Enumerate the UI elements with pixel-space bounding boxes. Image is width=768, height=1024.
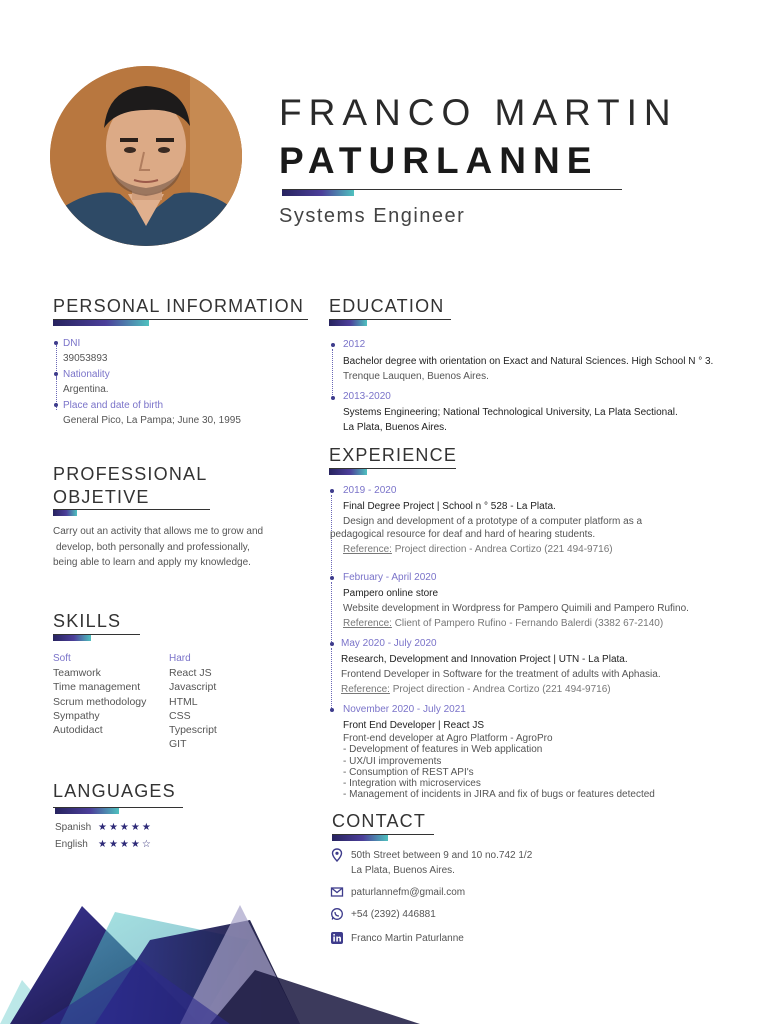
- experience-line: - Consumption of REST API's: [343, 766, 474, 778]
- objective-line: Carry out an activity that allows me to grow and: [53, 526, 264, 537]
- skill-item: Typescript: [169, 724, 217, 737]
- timeline-dot: [330, 642, 334, 646]
- objective-text: [53, 524, 278, 571]
- experience-desc: Frontend Developer in Software for the treatment of adults with Aphasia.: [341, 669, 661, 680]
- decorative-polygons: [0, 900, 420, 1024]
- education-degree: Systems Engineering; National Technological University, La Plata Sectional.: [343, 407, 678, 418]
- skill-item: Javascript: [169, 681, 217, 694]
- experience-line: - Development of features in Web application: [343, 744, 543, 756]
- timeline-dot: [54, 403, 58, 407]
- objective-line: being able to learn and apply my knowledge.: [53, 557, 251, 568]
- experience-accent: [329, 469, 367, 475]
- objective-accent: [53, 510, 77, 516]
- address-text: [351, 848, 532, 878]
- info-label: DNI: [63, 338, 81, 349]
- objective-heading-line1: PROFESSIONAL: [53, 464, 208, 484]
- experience-reference: [343, 616, 743, 632]
- first-name: FRANCO MARTIN: [279, 92, 678, 133]
- experience-heading: EXPERIENCE: [329, 445, 458, 465]
- personal-info-list: [54, 337, 304, 430]
- objective-line: develop, both personally and professionally,: [56, 541, 250, 553]
- education-location: La Plata, Buenos Aires.: [343, 422, 447, 433]
- skill-item: CSS: [169, 709, 191, 722]
- experience-reference: [341, 682, 741, 698]
- experience-date: February - April 2020: [343, 572, 437, 583]
- experience-date: 2019 - 2020: [343, 485, 397, 496]
- experience-date: November 2020 - July 2021: [343, 704, 466, 715]
- skill-item: React JS: [169, 667, 212, 679]
- reference-label: Reference:: [343, 544, 392, 555]
- email-link[interactable]: paturlannefm@gmail.com: [351, 887, 466, 898]
- info-value: 39053893: [63, 353, 108, 364]
- soft-skills-list: [53, 651, 146, 737]
- skills-heading: SKILLS: [53, 611, 122, 631]
- education-item: [330, 390, 750, 435]
- education-date: 2012: [343, 339, 366, 350]
- linkedin-name[interactable]: Franco Martin Paturlanne: [351, 933, 464, 944]
- timeline-line: [331, 582, 332, 642]
- reference-text: Project direction - Andrea Cortizo (221 494-9716): [391, 544, 613, 555]
- timeline-dot: [330, 576, 334, 580]
- experience-item: [341, 637, 741, 698]
- education-location: Trenque Lauquen, Buenos Aires.: [343, 371, 489, 382]
- skill-item: HTML: [169, 695, 198, 708]
- languages-accent: [55, 808, 119, 814]
- timeline-dot: [330, 708, 334, 712]
- experience-line: - Management of incidents in JIRA and fix of bugs or features detected: [343, 789, 655, 801]
- soft-skills-label: Soft: [53, 653, 71, 664]
- address-line: La Plata, Buenos Aires.: [351, 865, 455, 876]
- experience-line: Front-end developer at Agro Platform - AgroPro: [343, 733, 553, 744]
- location-pin-icon: [330, 848, 344, 862]
- experience-title: Final Degree Project | School n ° 528 - La Plata.: [343, 501, 556, 512]
- personal-info-heading: PERSONAL INFORMATION: [53, 296, 305, 316]
- info-value: General Pico, La Pampa; June 30, 1995: [63, 415, 241, 426]
- experience-date: May 2020 - July 2020: [341, 638, 437, 649]
- experience-title: Front End Developer | React JS: [343, 720, 484, 731]
- experience-desc: Design and development of a prototype of a computer platform as a: [343, 516, 643, 527]
- experience-item: [343, 703, 743, 801]
- timeline-line: [331, 648, 332, 708]
- contact-accent: [332, 835, 388, 841]
- reference-label: Reference:: [341, 683, 390, 695]
- skill-item: Time management: [53, 681, 141, 694]
- experience-desc: Website development in Wordpress for Pampero Quimili and Pampero Rufino.: [343, 603, 689, 614]
- profile-photo: [50, 66, 242, 246]
- job-title: Systems Engineer: [279, 205, 466, 227]
- experience-desc: pedagogical resource for deaf and hard of hearing students.: [330, 528, 596, 540]
- education-date: 2013-2020: [343, 391, 391, 402]
- skill-item: Sympathy: [53, 709, 100, 722]
- info-label: Nationality: [63, 369, 110, 380]
- experience-title: Pampero online store: [343, 588, 439, 599]
- experience-reference: [343, 542, 743, 558]
- skill-item: Autodidact: [53, 724, 103, 737]
- info-item-birth: [54, 399, 304, 428]
- skills-accent: [53, 635, 91, 641]
- education-degree: Bachelor degree with orientation on Exact and Natural Sciences. High School N ° 3.: [343, 356, 714, 367]
- language-name-spanish: Spanish: [55, 822, 92, 833]
- experience-line: - UX/UI improvements: [343, 755, 442, 767]
- info-label: Place and date of birth: [63, 400, 164, 411]
- info-item-nationality: [54, 368, 304, 397]
- experience-item: [343, 571, 743, 632]
- experience-item: [330, 484, 743, 558]
- reference-text: Project direction - Andrea Cortizo (221 494-9716): [389, 683, 611, 695]
- timeline-dot: [330, 489, 334, 493]
- hard-skills-label: Hard: [169, 653, 191, 664]
- experience-line: - Integration with microservices: [343, 778, 481, 790]
- language-stars-spanish: ★★★★★: [98, 822, 153, 833]
- skill-item: GIT: [169, 738, 187, 751]
- info-value: Argentina.: [63, 384, 109, 395]
- languages-heading: LANGUAGES: [53, 781, 176, 801]
- skill-item: Teamwork: [53, 667, 101, 679]
- phone-number[interactable]: +54 (2392) 446881: [351, 909, 436, 920]
- language-name-english: English: [55, 839, 88, 850]
- language-stars-english: ★★★★☆: [98, 839, 153, 850]
- name-accent-bar: [282, 190, 354, 196]
- last-name: PATURLANNE: [279, 140, 599, 181]
- education-heading: EDUCATION: [329, 296, 445, 316]
- contact-heading: CONTACT: [332, 811, 427, 831]
- education-accent: [329, 320, 367, 326]
- info-item-dni: [54, 337, 304, 366]
- experience-title: Research, Development and Innovation Project | UTN - La Plata.: [341, 654, 628, 665]
- skill-item: Scrum methodology: [53, 695, 147, 708]
- reference-text: Client of Pampero Rufino - Fernando Balerdi (3382 67-2140): [391, 617, 664, 629]
- email-icon: [330, 885, 344, 899]
- hard-skills-list: [169, 651, 217, 752]
- objective-heading-line2: OBJETIVE: [53, 487, 150, 507]
- reference-label: Reference:: [343, 617, 392, 629]
- education-item: [330, 338, 750, 384]
- personal-info-accent: [53, 320, 149, 326]
- address-line: 50th Street between 9 and 10 no.742 1/2: [351, 850, 533, 861]
